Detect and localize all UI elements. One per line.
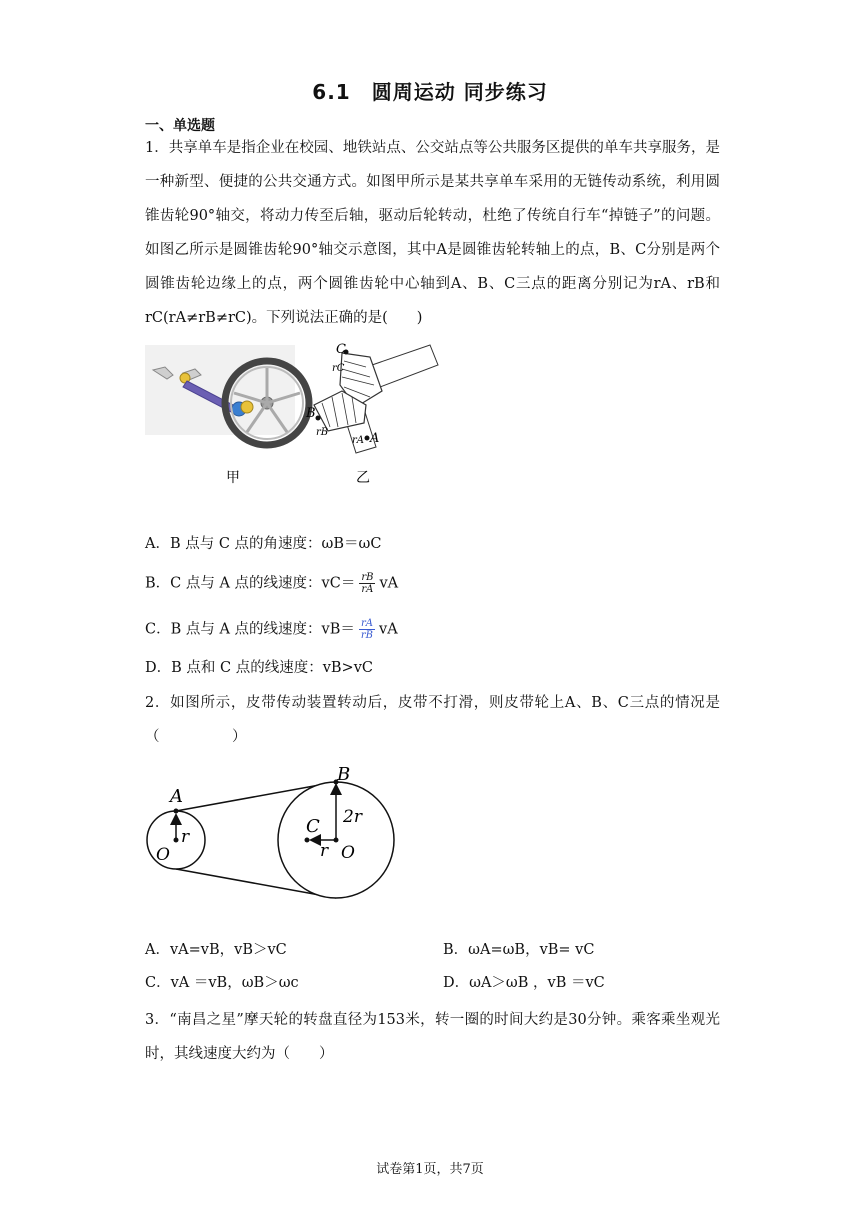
q1-option-b[interactable]	[145, 572, 398, 595]
q1-option-b-fraction	[359, 572, 375, 595]
label-rC: rC	[332, 363, 345, 374]
fraction-denominator: rA	[361, 584, 374, 595]
fraction-numerator: rB	[361, 572, 374, 583]
figure-belt-pulley	[140, 760, 410, 920]
label-r-big: r	[320, 841, 329, 861]
label-rA: rA	[352, 435, 365, 446]
label-A: A	[370, 431, 380, 446]
label-C: C	[336, 342, 346, 357]
fraction-denominator: rB	[360, 630, 374, 641]
label-2r: 2r	[343, 807, 362, 827]
point-B	[316, 416, 321, 421]
figure-yi-bevel-gears	[300, 335, 450, 495]
question-2-text: 2．如图所示，皮带传动装置转动后，皮带不打滑，则皮带轮上A、B、C三点的情况是（ ）	[145, 695, 720, 745]
q1-option-b-prefix: B．C 点与 A 点的线速度：vC＝	[145, 575, 356, 592]
label-B: B	[306, 406, 316, 421]
page-footer: 试卷第1页，共7页	[376, 1162, 484, 1177]
question-1-text: 1．共享单车是指企业在校园、地铁站点、公交站点等公共服务区提供的单车共享服务，是一种新型、便捷的公共交通方式。如图甲所示是某共享单车采用的无链传动系统，利用圆锥齿轮90°轴交，将动力传至后轴，驱动后轮转动，杜绝了传统自行车“掉链子”的问题。如图乙所示是圆锥齿轮90°轴交示意图，其中A是圆锥齿轮转轴上的点，B、C分别是两个圆锥齿轮边缘上的点，两个圆锥齿轮中心轴到A、B、C三点的距离分别记为rA、rB和rC(rA≠rB≠rC)。下列说法正确的是( )	[145, 140, 720, 326]
small-center-point	[174, 838, 179, 843]
question-3-text: 3．“南昌之星”摩天轮的转盘直径为153米，转一圈的时间大约是30分钟。乘客乘坐观光时，其线速度大约为（ ）	[145, 1012, 720, 1062]
q2-option-c[interactable]: C．vA ＝vB，ωB＞ωc	[145, 975, 299, 991]
q1-option-a[interactable]: A．B 点与 C 点的角速度：ωB＝ωC	[145, 536, 382, 552]
label-O-big: O	[341, 843, 355, 863]
figure-yi-caption: 乙	[356, 470, 370, 486]
figure-jia-bicycle	[145, 345, 325, 495]
q1-option-d[interactable]: D．B 点和 C 点的线速度：vB>vC	[145, 660, 373, 676]
page-title: 6.1 圆周运动 同步练习	[312, 80, 548, 104]
label-O-small: O	[156, 845, 170, 865]
label-r-small: r	[181, 827, 190, 847]
q1-option-c-fraction	[359, 618, 375, 641]
label-rB: rB	[316, 427, 329, 438]
q2-option-b[interactable]: B．ωA=ωB，vB= vC	[443, 942, 595, 958]
point-A	[365, 436, 370, 441]
label-A: A	[170, 786, 183, 807]
q1-option-c[interactable]	[145, 618, 398, 641]
figure-jia-caption: 甲	[226, 470, 240, 486]
point-C	[305, 838, 310, 843]
upper-shaft	[372, 345, 438, 387]
label-C: C	[306, 816, 320, 837]
point-A	[174, 809, 179, 814]
q1-option-c-prefix: C．B 点与 A 点的线速度：vB＝	[145, 621, 355, 638]
q1-option-c-suffix: vA	[379, 621, 398, 638]
q1-option-b-suffix: vA	[379, 575, 399, 592]
fraction-numerator: rA	[359, 618, 375, 630]
q2-option-a[interactable]: A．vA=vB，vB＞vC	[145, 942, 287, 958]
large-center-point	[334, 838, 339, 843]
label-B: B	[337, 764, 351, 785]
section-heading: 一、单选题	[145, 118, 215, 134]
bevel-gear-icon	[241, 401, 253, 413]
q2-option-d[interactable]: D．ωA＞ωB ，vB ＝vC	[443, 975, 605, 991]
